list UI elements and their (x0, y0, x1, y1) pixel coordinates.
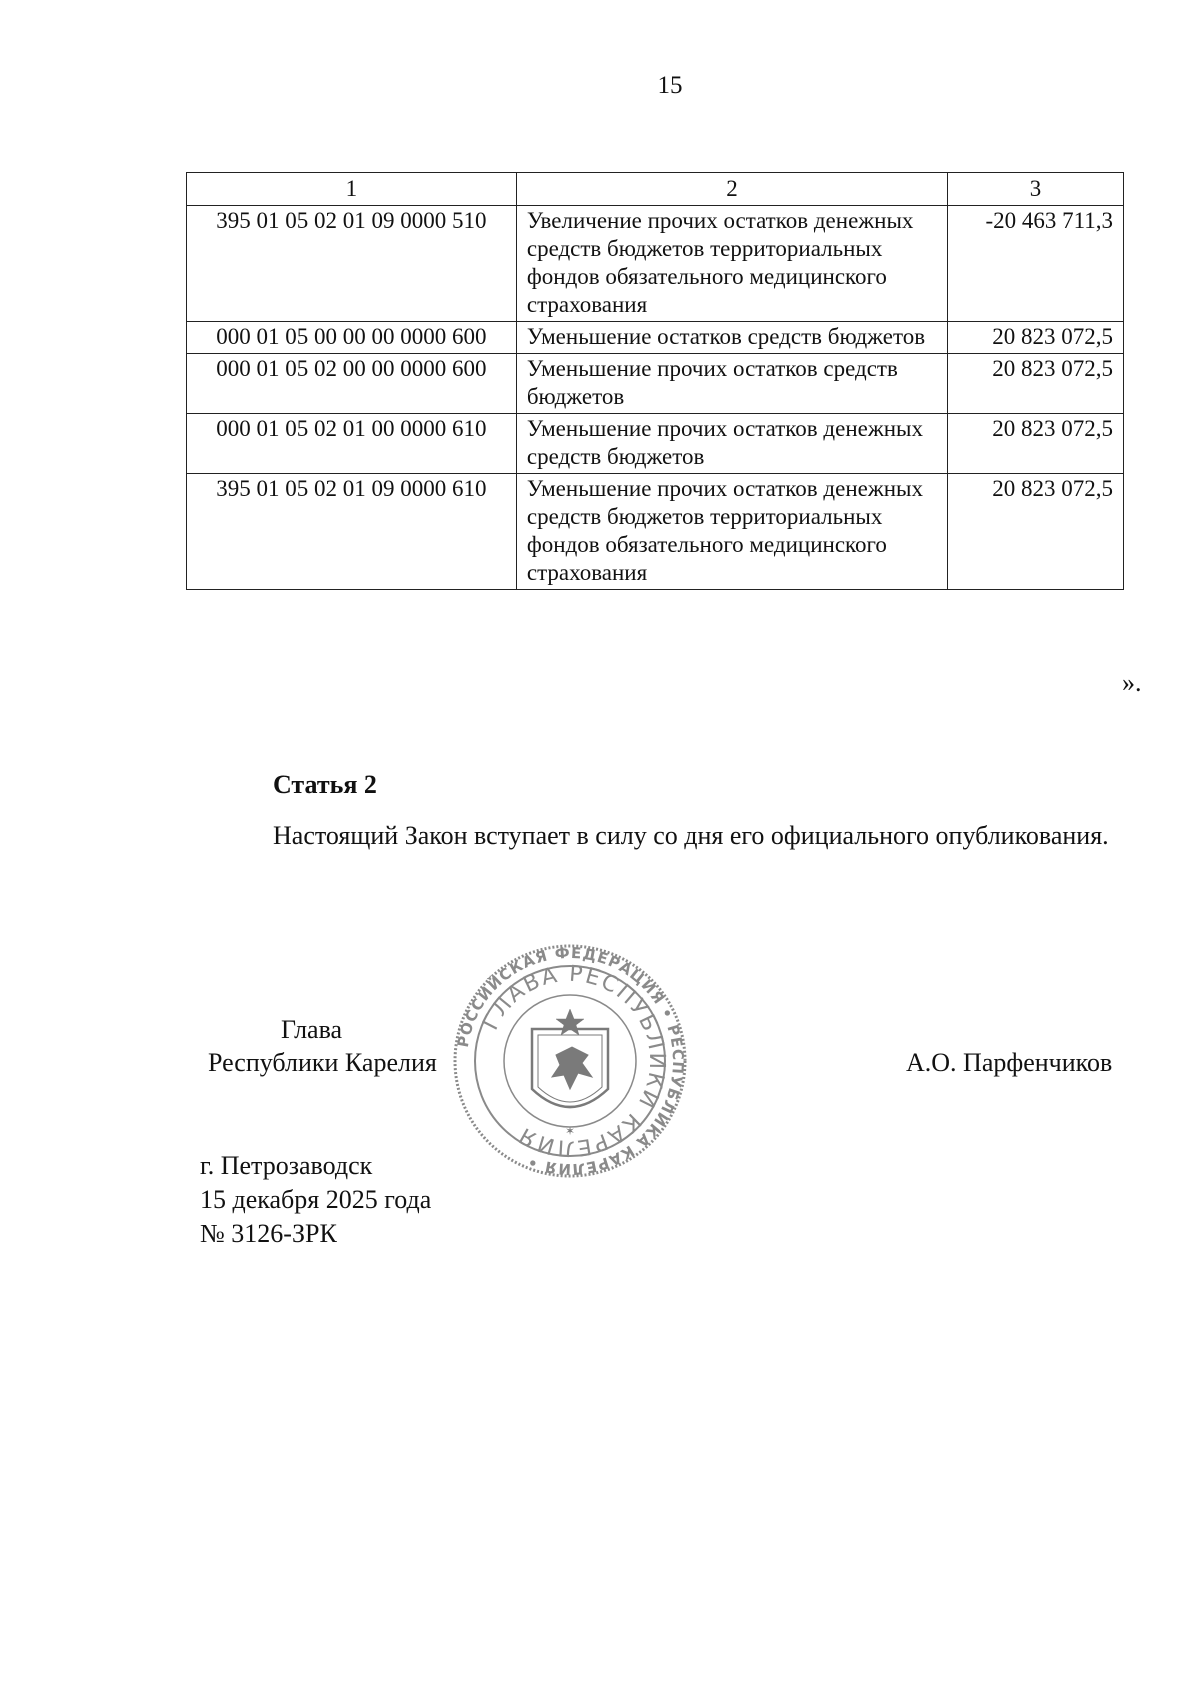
budget-code-cell: 000 01 05 00 00 00 0000 600 (187, 322, 517, 354)
budget-name-cell: Уменьшение прочих остатков денежных средств бюджетов территориальных фондов обязательного медицинского страхования (516, 474, 947, 590)
budget-amount-cell: 20 823 072,5 (948, 414, 1124, 474)
table-row (187, 414, 1124, 474)
budget-sources-table (186, 172, 1124, 590)
column-header-1: 1 (187, 173, 517, 206)
coat-of-arms-emblem (532, 1009, 608, 1107)
table-row (187, 322, 1124, 354)
page-number: 15 (657, 72, 683, 99)
seal-outer-text: РОССИЙСКАЯ ФЕДЕРАЦИЯ • РЕСПУБЛИКА КАРЕЛИЯ • (453, 943, 688, 1179)
budget-code-cell: 395 01 05 02 01 09 0000 610 (187, 474, 517, 590)
budget-name-cell: Уменьшение прочих остатков денежных средств бюджетов (516, 414, 947, 474)
budget-amount-cell: 20 823 072,5 (948, 322, 1124, 354)
law-number: № 3126-ЗРК (200, 1219, 337, 1248)
table-row (187, 206, 1124, 322)
signing-city: г. Петрозаводск (200, 1151, 373, 1180)
signing-date: 15 декабря 2025 года (200, 1185, 432, 1214)
column-header-2: 2 (516, 173, 947, 206)
budget-code-cell: 000 01 05 02 00 00 0000 600 (187, 354, 517, 414)
signatory-title-line1: Глава (281, 1015, 343, 1044)
official-seal (452, 943, 688, 1179)
budget-amount-cell: 20 823 072,5 (948, 474, 1124, 590)
budget-amount-cell: -20 463 711,3 (948, 206, 1124, 322)
article-heading: Статья 2 (273, 770, 377, 799)
signatory-name: А.О. Парфенчиков (906, 1048, 1113, 1077)
footer-block (200, 1149, 431, 1251)
closing-quote: ». (1122, 668, 1142, 697)
table-row (187, 354, 1124, 414)
seal-star-icon: ✶ (564, 1124, 576, 1138)
budget-name-cell: Уменьшение прочих остатков средств бюджетов (516, 354, 947, 414)
budget-amount-cell: 20 823 072,5 (948, 354, 1124, 414)
table-row (187, 474, 1124, 590)
article-text: Настоящий Закон вступает в силу со дня его официального опубликования. (273, 821, 1109, 850)
budget-code-cell: 000 01 05 02 01 00 0000 610 (187, 414, 517, 474)
budget-name-cell: Уменьшение остатков средств бюджетов (516, 322, 947, 354)
signatory-title-line2: Республики Карелия (208, 1048, 437, 1077)
budget-code-cell: 395 01 05 02 01 09 0000 510 (187, 206, 517, 322)
seal-inner-text: ГЛАВА РЕСПУБЛИКИ КАРЕЛИЯ (478, 961, 670, 1161)
table-header-row (187, 173, 1124, 206)
budget-name-cell: Увеличение прочих остатков денежных средств бюджетов территориальных фондов обязательного медицинского страхования (516, 206, 947, 322)
column-header-3: 3 (948, 173, 1124, 206)
